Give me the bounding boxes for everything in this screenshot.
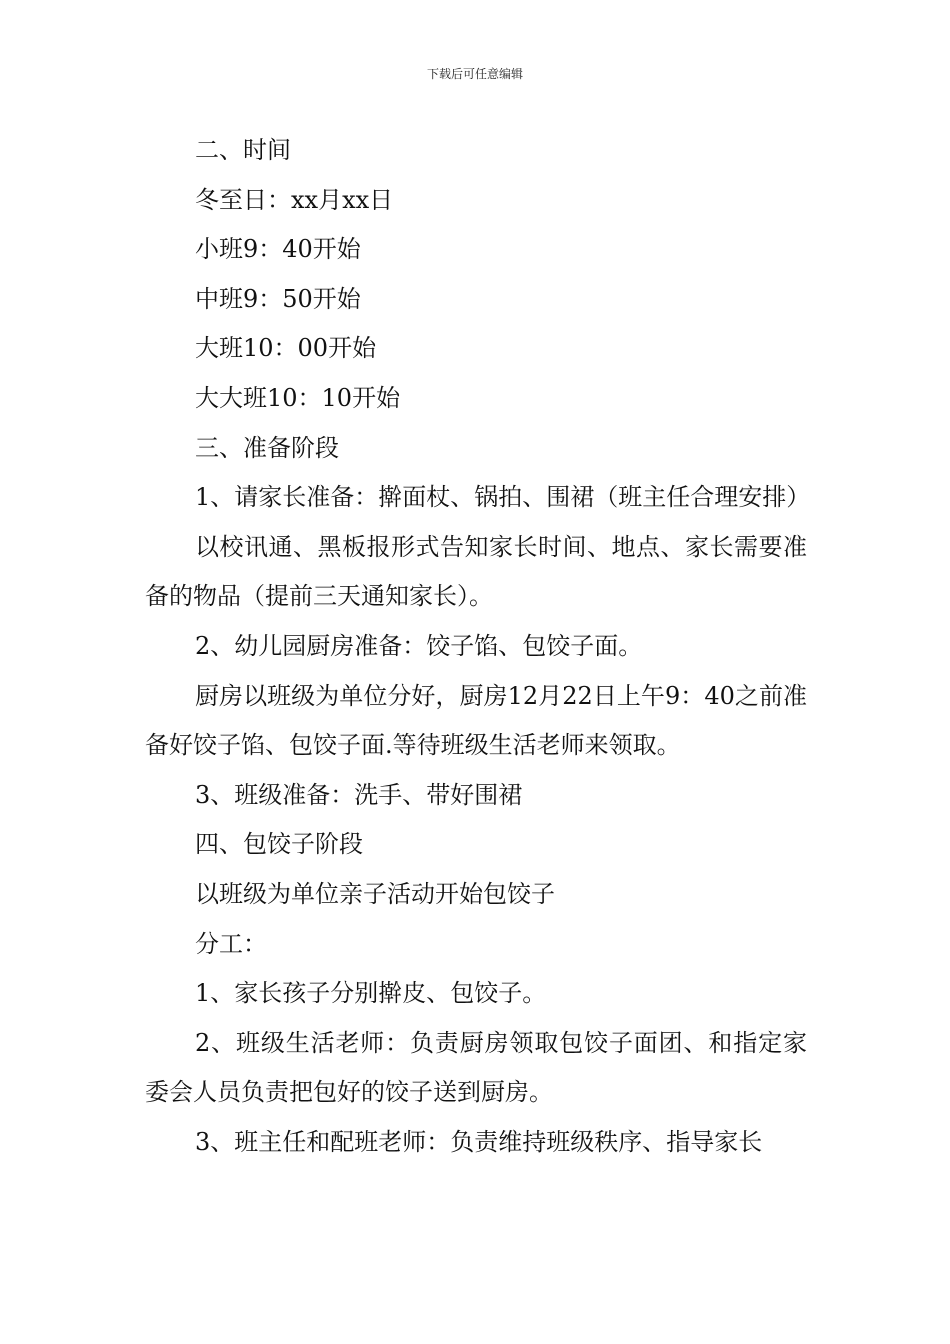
schedule-middle-class: 中班9：50开始 [195,284,361,313]
schedule-large-class: 大班10：00开始 [195,334,377,363]
preparation-item-parents: 1、请家长准备：擀面杖、锅拍、围裙（班主任合理安排） [195,483,811,512]
labor-item-parents: 1、家长孩子分别擀皮、包饺子。 [195,979,547,1008]
preparation-item-kitchen: 2、幼儿园厨房准备：饺子馅、包饺子面。 [195,631,643,660]
section-heading-preparation: 三、准备阶段 [195,433,339,462]
section-heading-dumplings: 四、包饺子阶段 [195,830,363,859]
labor-item-life-teacher: 2、班级生活老师：负责厨房领取包饺子面团、和指定家委会人员负责把包好的饺子送到厨房。 [145,1028,807,1107]
document-body [145,126,811,1167]
labor-item-head-teacher: 3、班主任和配班老师：负责维持班级秩序、指导家长 [195,1127,763,1156]
schedule-senior-class: 大大班10：10开始 [195,383,401,412]
schedule-small-class: 小班9：40开始 [195,235,361,264]
kitchen-details: 厨房以班级为单位分好，厨房12月22日上午9：40之前准备好饺子馅、包饺子面.等待班级生活老师来领取。 [145,681,807,760]
page-header-note: 下载后可任意编辑 [426,67,523,81]
dumpling-activity-intro: 以班级为单位亲子活动开始包饺子 [195,879,555,908]
winter-solstice-date: 冬至日：xx月xx日 [195,185,394,214]
preparation-item-class: 3、班级准备：洗手、带好围裙 [195,780,523,809]
division-of-labor-label: 分工： [195,929,267,958]
preparation-notice: 以校讯通、黑板报形式告知家长时间、地点、家长需要准备的物品（提前三天通知家长）。 [145,532,807,611]
section-heading-time: 二、时间 [195,136,291,164]
